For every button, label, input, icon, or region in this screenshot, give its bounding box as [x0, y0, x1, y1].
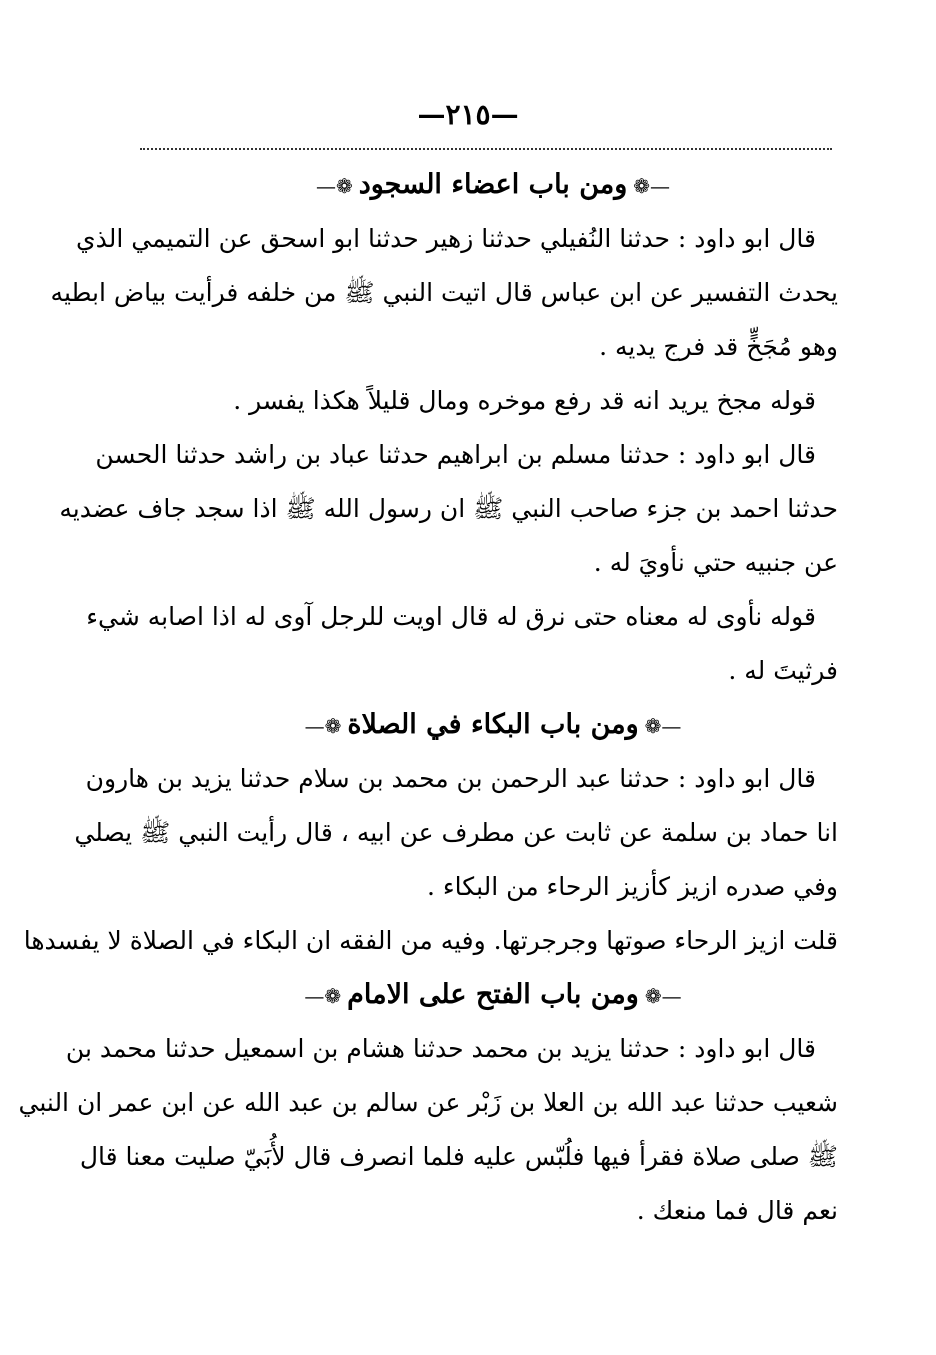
text-line: نعم قال فما منعك . [636, 1196, 838, 1225]
text-line: قال ابو داود : حدثنا مسلم بن ابراهيم حدثنا عباد بن راشد حدثنا الحسن [95, 440, 816, 469]
ornament-right-icon: ❁— [315, 174, 353, 198]
ornament-left-icon: —❁ [644, 714, 682, 738]
ornament-right-icon: ❁— [304, 714, 342, 738]
text-line: انا حماد بن سلمة عن ثابت عن مطرف عن ابيه ، قال رأيت النبي ﷺ يصلي [74, 818, 838, 847]
section-heading-text: ومن باب اعضاء السجود [358, 169, 628, 200]
text-line: يحدث التفسير عن ابن عباس قال اتيت النبي ﷺ من خلفه فرأيت بياض ابطيه [50, 278, 838, 307]
text-line: فرثيتَ له . [728, 656, 838, 685]
text-line: قلت ازيز الرحاء صوتها وجرجرتها. وفيه من الفقه ان البكاء في الصلاة لا يفسدها [23, 926, 838, 955]
text-line: عن جنبيه حتي نأويَ له . [593, 548, 838, 577]
text-line: شعيب حدثنا عبد الله بن العلا بن زَبْر عن سالم بن عبد الله عن ابن عمر ان النبي [18, 1088, 838, 1117]
page-text [18, 158, 838, 1238]
page-number: —٢١٥— [417, 98, 519, 131]
text-line: قوله نأوى له معناه حتى نرق له قال اويت للرجل آوى له اذا اصابه شيء [86, 602, 816, 631]
text-line: قال ابو داود : حدثنا النُفيلي حدثنا زهير حدثنا ابو اسحق عن التميمي الذي [76, 224, 816, 253]
text-line: قال ابو داود : حدثنا عبد الرحمن بن محمد بن سلام حدثنا يزيد بن هارون [85, 764, 816, 793]
section-heading-text: ومن باب البكاء في الصلاة [347, 709, 639, 740]
section-heading-text: ومن باب الفتح على الامام [347, 979, 639, 1010]
ornament-left-icon: —❁ [644, 984, 682, 1008]
text-line: وفي صدره ازيز كأزيز الرحاء من البكاء . [427, 872, 838, 901]
text-line: قال ابو داود : حدثنا يزيد بن محمد حدثنا هشام بن اسمعيل حدثنا محمد بن [65, 1034, 816, 1063]
section-heading [148, 158, 838, 212]
section-heading [148, 698, 838, 752]
text-line: قوله مجخ يريد انه قد رفع موخره ومال قليلاً هكذا يفسر . [233, 386, 816, 415]
ornament-left-icon: —❁ [633, 174, 671, 198]
text-line: ﷺ صلى صلاة فقرأ فيها فلُبّس عليه فلما انصرف قال لأُبَيّ صليت معنا قال [79, 1142, 838, 1171]
text-line: حدثنا احمد بن جزء صاحب النبي ﷺ ان رسول الله ﷺ اذا سجد جاف عضديه [59, 494, 838, 523]
section-heading [148, 968, 838, 1022]
ornament-right-icon: ❁— [304, 984, 342, 1008]
header-rule [140, 148, 832, 150]
text-line: وهو مُجَخٍّ قد فرج يديه . [599, 332, 838, 361]
